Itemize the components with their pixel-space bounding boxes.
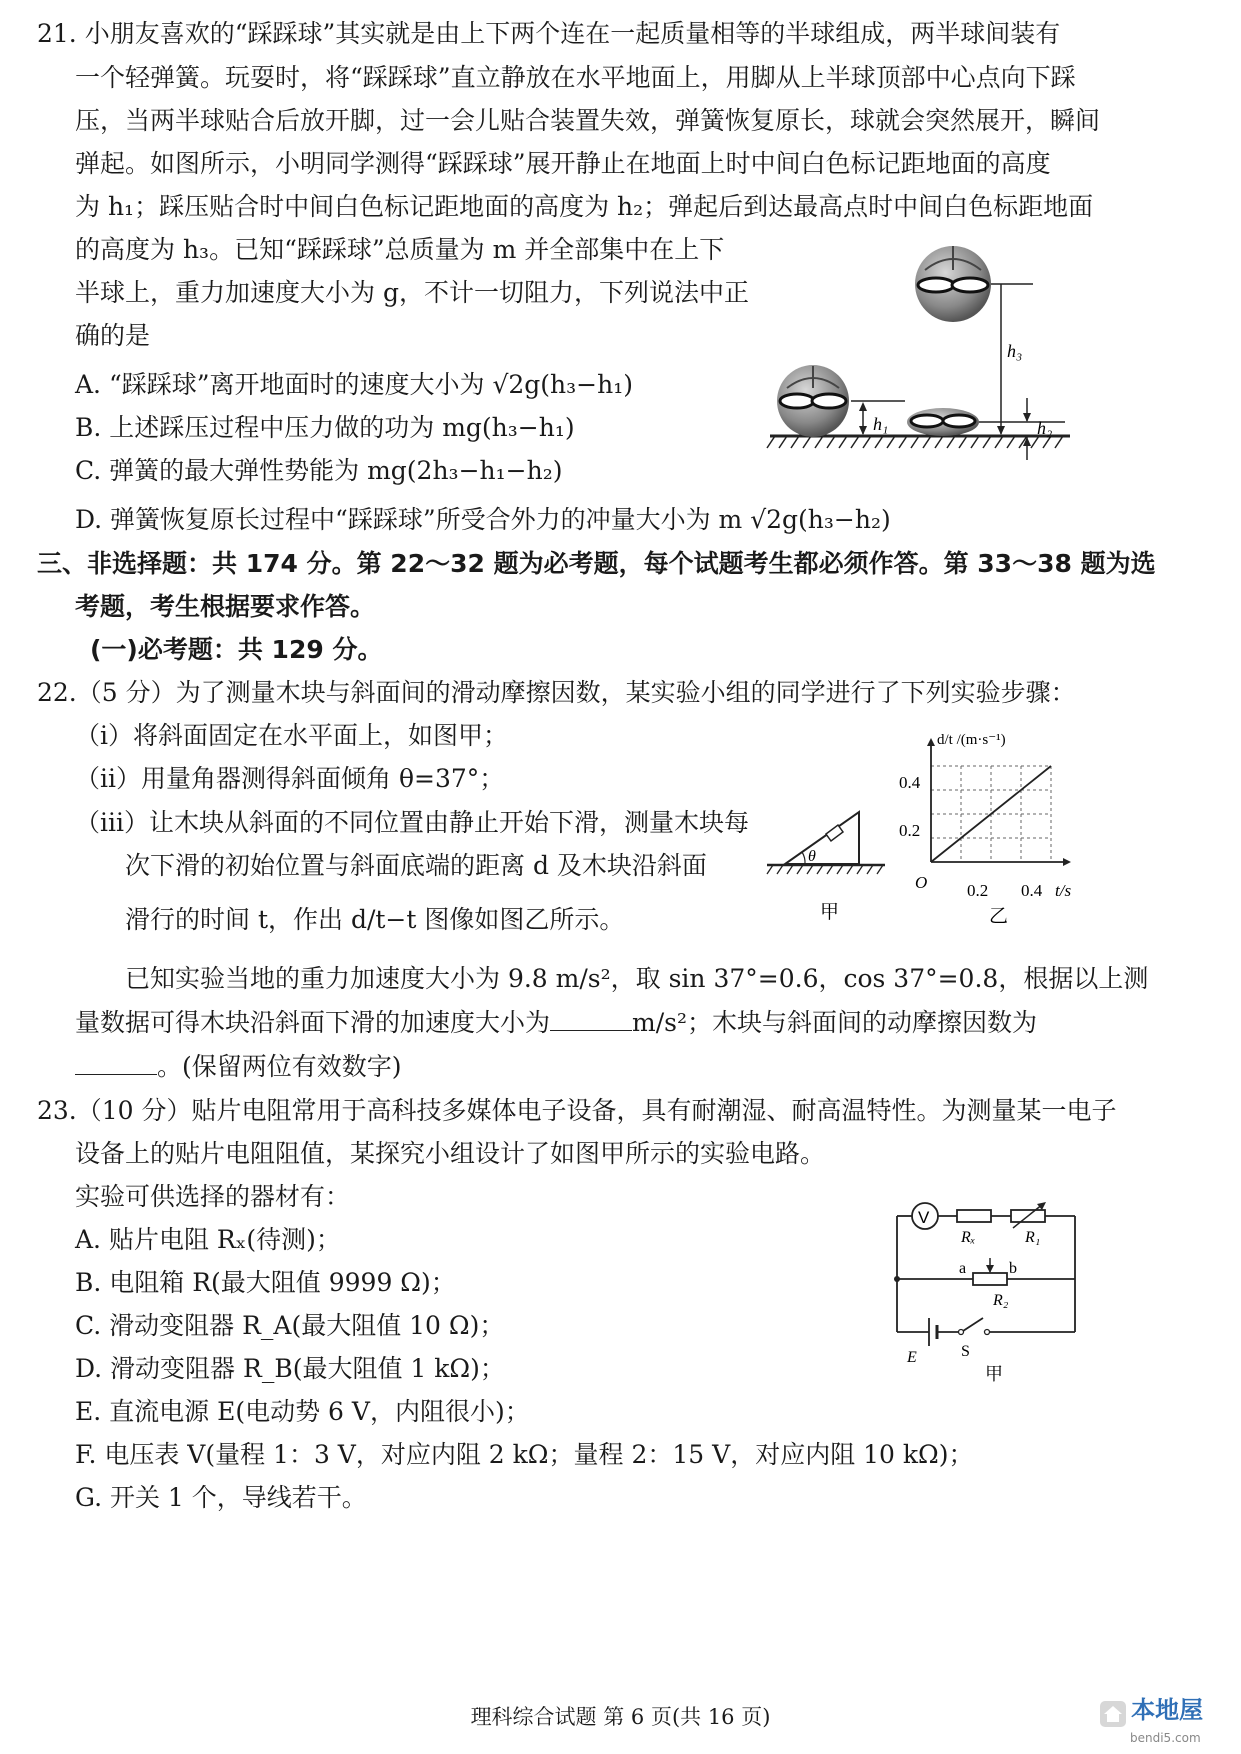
q21-line-3: 压，当两半球贴合后放开脚，过一会儿贴合装置失效，弹簧恢复原长，球就会突然展开，瞬间 — [75, 106, 1101, 135]
fig-yi-caption: 乙 — [989, 905, 1009, 927]
r2-label: R₂ — [993, 1292, 1009, 1309]
q21-line-1: 21. 小朋友喜欢的“踩踩球”其实就是由上下两个连在一起质量相等的半球组成，两半球间装有 — [37, 19, 1061, 48]
q23-line-3: 实验可供选择的器材有： — [75, 1182, 351, 1211]
slider-b-label: b — [1009, 1260, 1017, 1277]
q23-line-2: 设备上的贴片电阻阻值，某探究小组设计了如图甲所示的实验电路。 — [75, 1139, 826, 1168]
ytick-0-4: 0.4 — [899, 773, 921, 792]
rx-label: Rₓ — [961, 1229, 976, 1246]
xtick-0-4: 0.4 — [1021, 881, 1043, 900]
r1-label: R₁ — [1025, 1229, 1041, 1246]
x-axis-label: t/s — [1055, 881, 1072, 900]
resistor-rx — [957, 1210, 991, 1222]
q21-line-7: 半球上，重力加速度大小为 g，不计一切阻力，下列说法中正 — [75, 278, 749, 307]
q23-line-1: 23.（10 分）贴片电阻常用于高科技多媒体电子设备，具有耐潮湿、耐高温特性。为测量某一电子 — [37, 1096, 1117, 1125]
q21-option-a: A. “踩踩球”离开地面时的速度大小为 √2g(h₃−h₁) — [75, 370, 633, 399]
q22-step-3-end: 滑行的时间 t，作出 d/t−t 图像如图乙所示。 — [125, 905, 625, 934]
rheostat-r2 — [973, 1273, 1007, 1285]
q21-line-4: 弹起。如图所示，小明同学测得“踩踩球”展开静止在地面上时中间白色标记距地面的高度 — [75, 149, 1051, 178]
page-footer: 理科综合试题 第 6 页(共 16 页) — [470, 1705, 771, 1729]
q21-option-b: B. 上述踩压过程中压力做的功为 mg(h₃−h₁) — [75, 413, 575, 442]
section3-line-1: 三、非选择题：共 174 分。第 22～32 题为必考题，每个试题考生都必须作答。第 33～38 题为选 — [37, 549, 1156, 578]
xtick-0-2: 0.2 — [967, 881, 989, 900]
q22-step-3-cont: 次下滑的初始位置与斜面底端的距离 d 及木块沿斜面 — [125, 851, 707, 880]
q21-line-6: 的高度为 h₃。已知“踩踩球”总质量为 m 并全部集中在上下 — [75, 235, 725, 264]
answer-blank-acceleration[interactable] — [550, 1008, 632, 1031]
fig-jia-caption: 甲 — [820, 901, 840, 923]
h2-label: h₂ — [1037, 418, 1053, 438]
section3-line-2: 考题，考生根据要求作答。 — [75, 592, 376, 621]
section3-sub: (一)必考题：共 129 分。 — [90, 635, 383, 664]
watermark-name: 本地屋 — [1131, 1696, 1204, 1724]
ball-top — [915, 246, 991, 322]
q22-line-9 — [75, 1052, 402, 1082]
q22-step-3: （ⅲ）让木块从斜面的不同位置由静止开始下滑，测量木块每 — [75, 808, 749, 837]
watermark-url: bendi5.com — [1130, 1730, 1201, 1745]
voltmeter-symbol: V — [918, 1208, 930, 1227]
q23-item-d: D. 滑动变阻器 R_B(最大阻值 1 kΩ)； — [75, 1354, 505, 1383]
y-axis-label: d/t /(m·s⁻¹) — [937, 732, 1006, 748]
circuit-diagram — [885, 1192, 1085, 1382]
answer-blank-friction[interactable] — [75, 1052, 157, 1075]
q23-item-f: F. 电压表 V(量程 1：3 V，对应内阻 2 kΩ；量程 2：15 V，对应内阻 10 kΩ)； — [75, 1440, 974, 1469]
origin-label: O — [915, 873, 928, 892]
q23-item-a: A. 贴片电阻 Rₓ(待测)； — [75, 1225, 341, 1254]
switch-s-label: S — [961, 1343, 970, 1360]
q22-line-8 — [75, 1008, 1037, 1038]
ytick-0-2: 0.2 — [899, 821, 921, 840]
ball-figure — [765, 238, 1085, 468]
watermark — [1100, 1690, 1203, 1746]
q23-item-b: B. 电阻箱 R(最大阻值 9999 Ω)； — [75, 1268, 456, 1297]
q23-item-c: C. 滑动变阻器 R_A(最大阻值 10 Ω)； — [75, 1311, 505, 1340]
circuit-caption: 甲 — [985, 1364, 1003, 1382]
q21-option-c: C. 弹簧的最大弹性势能为 mg(2h₃−h₁−h₂) — [75, 456, 563, 485]
ball-compressed — [907, 408, 979, 436]
q21-line-8: 确的是 — [75, 321, 151, 350]
q22-line-9-post: 。(保留两位有效数字) — [157, 1052, 402, 1081]
q21-option-d: D. 弹簧恢复原长过程中“踩踩球”所受合外力的冲量大小为 m √2g(h₃−h₂) — [75, 505, 891, 534]
dt-graph — [895, 730, 1095, 930]
q21-line-5: 为 h₁；踩压贴合时中间白色标记距地面的高度为 h₂；弹起后到达最高点时中间白色标距地面 — [75, 192, 1094, 221]
q22-step-1: （ⅰ）将斜面固定在水平面上，如图甲； — [75, 721, 508, 750]
q23-item-e: E. 直流电源 E(电动势 6 V，内阻很小)； — [75, 1397, 530, 1426]
house-logo-icon — [1100, 1701, 1126, 1727]
q22-step-2: （ⅱ）用量角器测得斜面倾角 θ=37°； — [75, 764, 505, 793]
h1-label: h₁ — [873, 414, 889, 434]
incline-figure — [765, 800, 895, 930]
ball-expanded — [777, 365, 849, 437]
q22-line-8-pre: 量数据可得木块沿斜面下滑的加速度大小为 — [75, 1008, 551, 1037]
q22-line-8-mid: m/s²；木块与斜面间的动摩擦因数为 — [632, 1008, 1037, 1037]
switch-s — [963, 1318, 983, 1331]
h3-label: h₃ — [1007, 341, 1023, 361]
angle-theta-label: θ — [808, 848, 816, 865]
q22-line-1: 22.（5 分）为了测量木块与斜面间的滑动摩擦因数，某实验小组的同学进行了下列实验步骤： — [37, 678, 1076, 707]
q22-given: 已知实验当地的重力加速度大小为 9.8 m/s²，取 sin 37°=0.6，cos 37°=0.8，根据以上测 — [125, 964, 1149, 993]
battery-e-label: E — [907, 1349, 917, 1366]
q23-item-g: G. 开关 1 个，导线若干。 — [75, 1483, 367, 1512]
q21-line-2: 一个轻弹簧。玩耍时，将“踩踩球”直立静放在水平地面上，用脚从上半球顶部中心点向下踩 — [75, 63, 1076, 92]
slider-a-label: a — [959, 1260, 967, 1277]
